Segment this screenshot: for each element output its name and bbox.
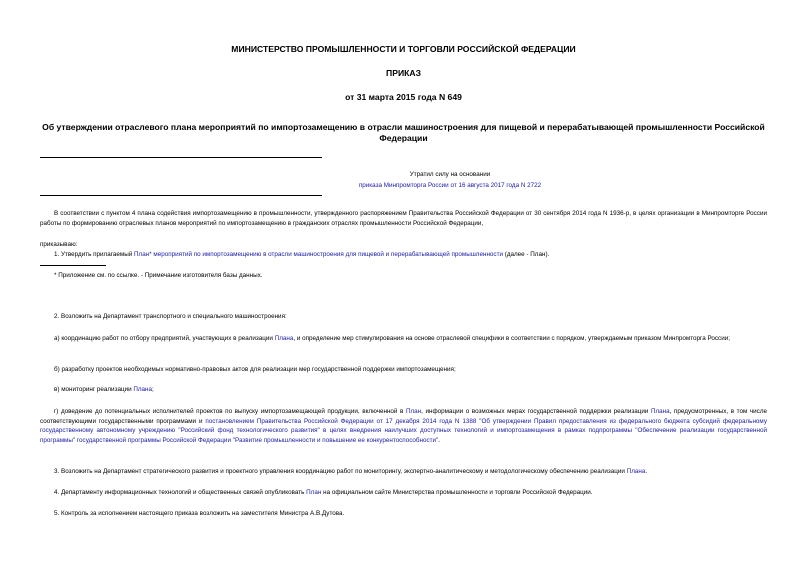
document-subject: Об утверждении отраслевого плана мероприятий по импортозамещению в отрасли машиностроения для пищевой и перерабатывающей промышленности Российской Федерации <box>42 122 765 143</box>
plan-link[interactable]: План <box>306 489 322 496</box>
item-2d: г) доведение до потенциальных исполнителей проектов по выпуску импортозамещающей продукции, включенной в План, информации о возможных мерах государственной поддержки реализации Плана, предусмотренных, в том числе соответствующими государственными программами и постановлением Правительства Российской Федерации от 17 декабря 2014 года N 1388 "Об утверждении Правил предоставления из федерального бюджета субсидий федеральному государственному автономному учреждению "Российский фонд технологического развития" в целях внедрения наилучших доступных технологий и импортозамещения в рамках подпрограммы "Обеспечение реализации государственной программы" государственной программы Российской Федерации "Развитие промышленности и повышение ее конкурентоспособности". <box>40 408 768 444</box>
footnote: * Приложение см. по ссылке. - Примечание изготовителя базы данных. <box>54 272 263 279</box>
plan-link[interactable]: Плана <box>133 386 153 393</box>
item-2a: а) координацию работ по отбору предприятий, участвующих в реализации Плана, и определение мер стимулирования на основе отраслевой специфики в соответствии с порядком, утверждаемым приказом Минпромторга России; <box>54 335 730 342</box>
document-date-number: от 31 марта 2015 года N 649 <box>345 92 462 102</box>
item-2b: б) разработку проектов необходимых нормативно-правовых актов для реализации мер государственной поддержки импортозамещения; <box>54 366 456 373</box>
plan-link[interactable]: Плана <box>626 468 646 475</box>
voided-status <box>300 169 600 191</box>
government-decree-link[interactable]: постановлением Правительства Российской Федерации от 17 декабря 2014 года N 1388 "Об утверждении Правил предоставления из федерального бюджета субсидий федеральному государственному автономному учреждению "Российский фонд технологического развития" в целях внедрения наилучших доступных технологий и импортозамещения в рамках подпрограммы "Обеспечение реализации государственной программы" государственной программы Российской Федерации "Развитие промышленности и повышение ее конкурентоспособности" <box>40 417 767 444</box>
divider-bottom <box>40 195 322 196</box>
voided-text: Утратил силу на основании <box>409 171 491 178</box>
plan-link[interactable]: План* мероприятий по импортозамещению в отрасли машиностроения для пищевой и перерабатывающей промышленности <box>134 251 503 258</box>
plan-link[interactable]: Плана <box>650 408 670 415</box>
item-2: 2. Возложить на Департамент транспортного и специального машиностроения: <box>54 313 287 320</box>
order-word: приказываю: <box>40 241 78 248</box>
divider-top <box>40 157 322 158</box>
footnote-divider <box>40 265 106 266</box>
item-4: 4. Департаменту информационных технологий и общественных связей опубликовать План на официальном сайте Министерства промышленности и торговли Российской Федерации. <box>54 489 593 496</box>
item-3: 3. Возложить на Департамент стратегического развития и проектного управления координацию работ по мониторингу, экспертно-аналитическому и методологическому обеспечению реализации Плана. <box>54 468 648 475</box>
plan-link[interactable]: Плана <box>274 335 294 342</box>
voided-link[interactable]: приказа Минпромторга России от 16 августа 2017 года N 2722 <box>358 182 542 189</box>
item-5: 5. Контроль за исполнением настоящего приказа возложить на заместителя Министра А.В.Дутова. <box>54 510 345 517</box>
item-2c: в) мониторинг реализации Плана; <box>54 386 154 393</box>
item-1: 1. Утвердить прилагаемый План* мероприятий по импортозамещению в отрасли машиностроения для пищевой и перерабатывающей промышленности (далее - План). <box>54 251 550 258</box>
preamble-paragraph: В соответствии с пунктом 4 плана содействия импортозамещению в промышленности, утвержденного распоряжением Правительства Российской Федерации от 30 сентября 2014 года N 1936-р, в целях организации в Минпромторге России работы по формированию отраслевых планов мероприятий по импортозамещению в гражданских отраслях промышленности Российской Федерации, <box>40 210 767 227</box>
document-type: ПРИКАЗ <box>386 68 421 78</box>
plan-link[interactable]: План <box>405 408 422 415</box>
ministry-title: МИНИСТЕРСТВО ПРОМЫШЛЕННОСТИ И ТОРГОВЛИ РОССИЙСКОЙ ФЕДЕРАЦИИ <box>231 44 576 54</box>
